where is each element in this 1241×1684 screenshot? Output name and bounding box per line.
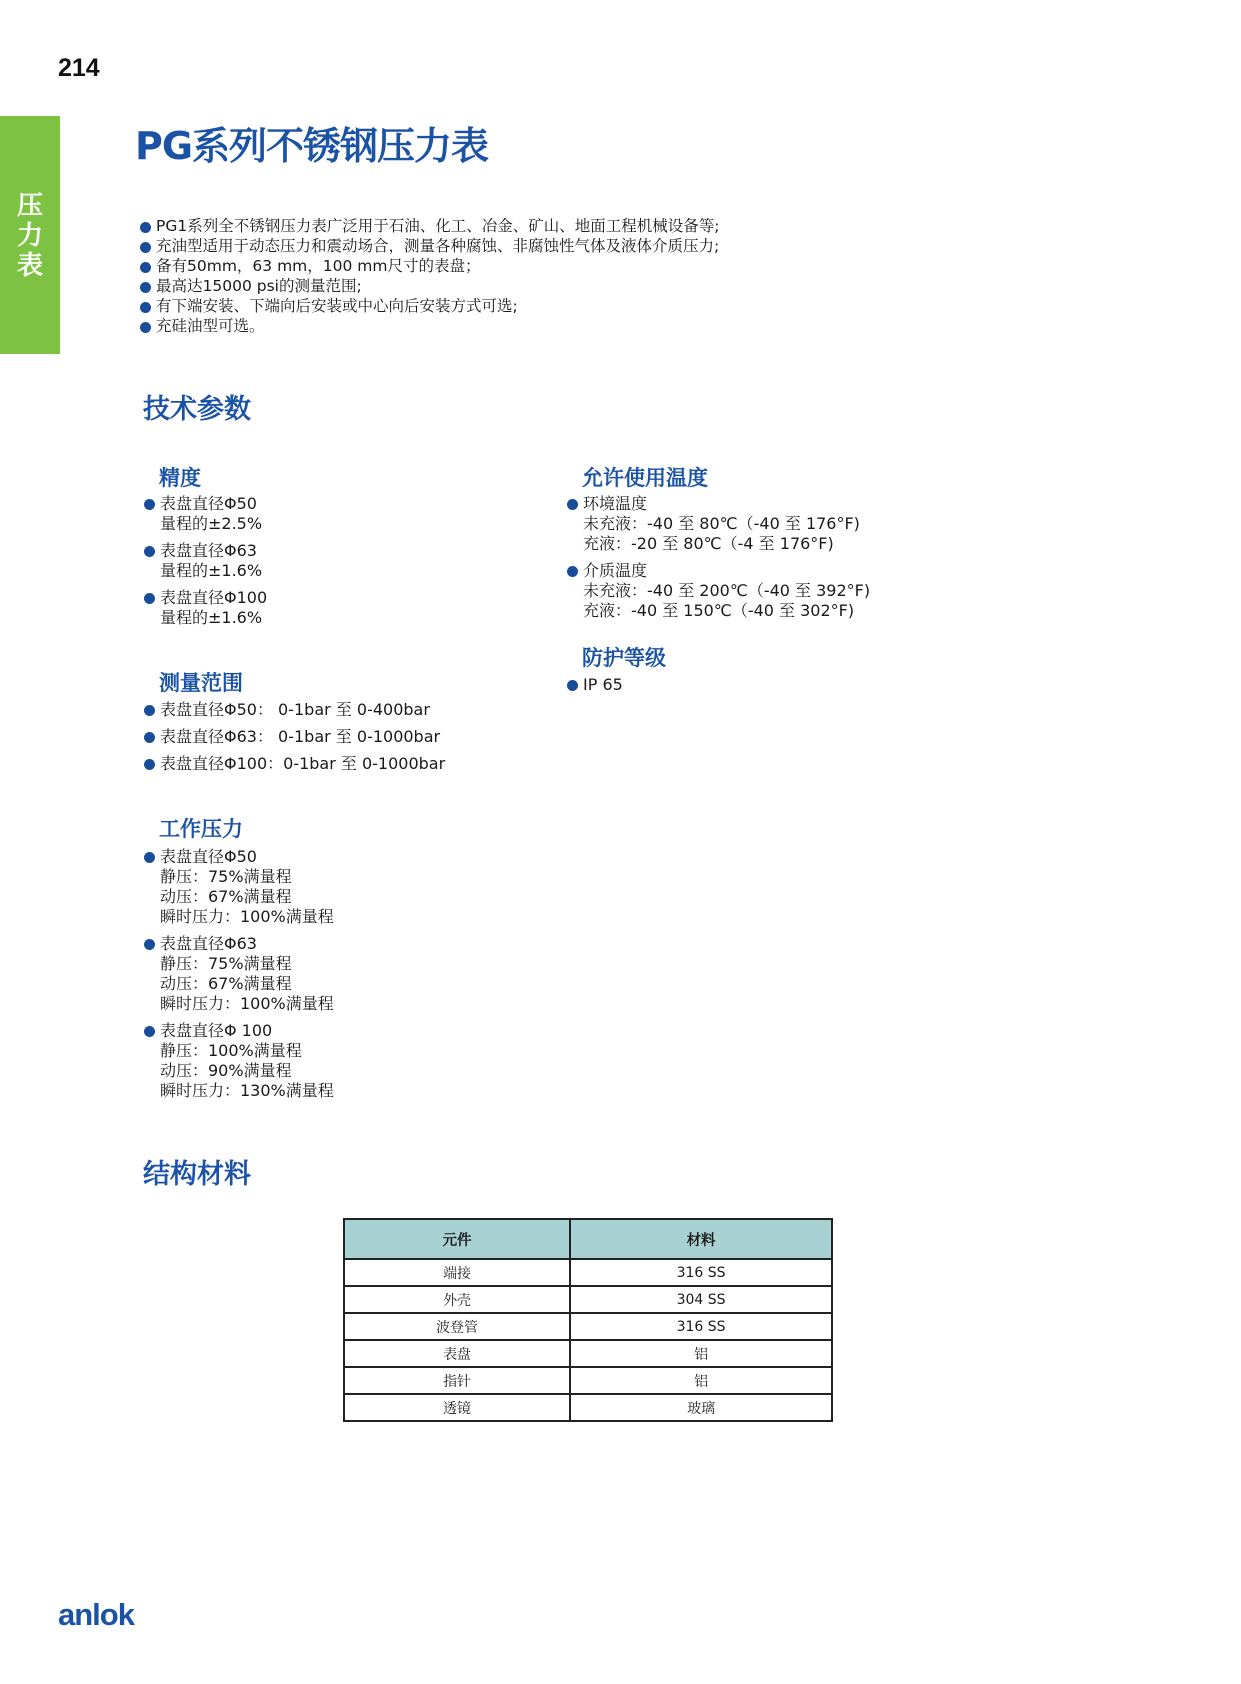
temperature-list (567, 494, 870, 621)
page-title: PG系列不锈钢压力表 (135, 124, 489, 168)
accuracy-list (144, 494, 267, 628)
table-row (344, 1340, 832, 1367)
materials-section-title: 结构材料 (143, 1159, 251, 1190)
item-main: 环境温度 (583, 494, 870, 514)
item-sub: 未充液：-40 至 200℃（-40 至 392°F) (583, 581, 871, 600)
item-sub: 瞬时压力：100%满量程 (160, 994, 334, 1013)
table-row (344, 1313, 832, 1340)
intro-item: 充硅油型可选。 (140, 316, 719, 336)
range-title: 测量范围 (159, 671, 243, 695)
protection-title: 防护等级 (582, 646, 666, 670)
list-item (144, 700, 445, 720)
table-row (344, 1367, 832, 1394)
item-main: 表盘直径Φ50 (160, 847, 334, 867)
list-item (567, 675, 623, 695)
item-sub: 充液：-20 至 80℃（-4 至 176°F) (583, 534, 834, 553)
item-main: 表盘直径Φ50 (160, 494, 267, 514)
item-main: 表盘直径Φ63 (160, 541, 267, 561)
table-cell: 玻璃 (570, 1394, 832, 1421)
page-number: 214 (58, 54, 100, 82)
list-item (567, 561, 870, 621)
item-sub: 量程的±1.6% (160, 561, 263, 580)
accuracy-title: 精度 (159, 466, 201, 490)
item-main: 介质温度 (583, 561, 870, 581)
table-cell: 316 SS (570, 1313, 832, 1340)
table-row (344, 1394, 832, 1421)
item-main: 表盘直径Φ50： 0-1bar 至 0-400bar (160, 700, 445, 720)
temperature-title: 允许使用温度 (582, 466, 708, 490)
item-sub: 瞬时压力：130%满量程 (160, 1081, 334, 1100)
item-sub: 静压：100%满量程 (160, 1041, 302, 1060)
table-cell: 铝 (570, 1340, 832, 1367)
item-main: 表盘直径Φ 100 (160, 1021, 334, 1041)
item-main: 表盘直径Φ63 (160, 934, 334, 954)
table-cell: 304 SS (570, 1286, 832, 1313)
list-item (144, 847, 334, 927)
table-header-cell: 元件 (344, 1219, 570, 1259)
list-item (144, 754, 445, 774)
intro-item: 充油型适用于动态压力和震动场合，测量各种腐蚀、非腐蚀性气体及液体介质压力; (140, 236, 719, 256)
list-item (144, 934, 334, 1014)
list-item (144, 494, 267, 534)
item-sub: 动压：67%满量程 (160, 974, 292, 993)
item-sub: 量程的±2.5% (160, 514, 263, 533)
side-tab-char: 压 (16, 191, 43, 221)
table-cell: 316 SS (570, 1259, 832, 1286)
list-item (144, 588, 267, 628)
table-row (344, 1286, 832, 1313)
side-tab-char: 力 (16, 221, 43, 251)
item-sub: 动压：90%满量程 (160, 1061, 292, 1080)
working-list (144, 847, 334, 1101)
table-header-row (344, 1219, 832, 1259)
item-main: 表盘直径Φ100：0-1bar 至 0-1000bar (160, 754, 446, 773)
side-tab (0, 116, 60, 354)
working-title: 工作压力 (159, 817, 243, 841)
item-sub: 静压：75%满量程 (160, 954, 292, 973)
item-main: IP 65 (583, 675, 623, 694)
intro-item: 最高达15000 psi的测量范围; (140, 276, 719, 296)
table-cell: 表盘 (344, 1340, 570, 1367)
brand-logo: anlok (58, 1597, 134, 1632)
range-list (144, 700, 445, 774)
list-item (144, 1021, 334, 1101)
item-sub: 瞬时压力：100%满量程 (160, 907, 334, 926)
intro-list (140, 216, 719, 336)
item-sub: 量程的±1.6% (160, 608, 263, 627)
protection-list (567, 675, 623, 695)
tech-section-title: 技术参数 (143, 394, 251, 425)
table-cell: 端接 (344, 1259, 570, 1286)
table-row (344, 1259, 832, 1286)
table-cell: 透镜 (344, 1394, 570, 1421)
table-cell: 铝 (570, 1367, 832, 1394)
list-item (144, 541, 267, 581)
table-cell: 波登管 (344, 1313, 570, 1340)
side-tab-char: 表 (16, 251, 43, 281)
table-cell: 指针 (344, 1367, 570, 1394)
materials-table (343, 1218, 833, 1422)
table-header-cell: 材料 (570, 1219, 832, 1259)
list-item (567, 494, 870, 554)
item-main: 表盘直径Φ63： 0-1bar 至 0-1000bar (160, 727, 445, 747)
table-cell: 外壳 (344, 1286, 570, 1313)
item-sub: 静压：75%满量程 (160, 867, 292, 886)
list-item (144, 727, 445, 747)
item-sub: 动压：67%满量程 (160, 887, 292, 906)
intro-item: 有下端安装、下端向后安装或中心向后安装方式可选; (140, 296, 719, 316)
item-main: 表盘直径Φ100 (160, 588, 268, 607)
intro-item: PG1系列全不锈钢压力表广泛用于石油、化工、冶金、矿山、地面工程机械设备等; (140, 216, 719, 236)
item-sub: 未充液：-40 至 80℃（-40 至 176°F) (583, 514, 860, 533)
intro-item: 备有50mm，63 mm，100 mm尺寸的表盘； (140, 256, 719, 276)
item-sub: 充液：-40 至 150℃（-40 至 302°F) (583, 601, 855, 620)
